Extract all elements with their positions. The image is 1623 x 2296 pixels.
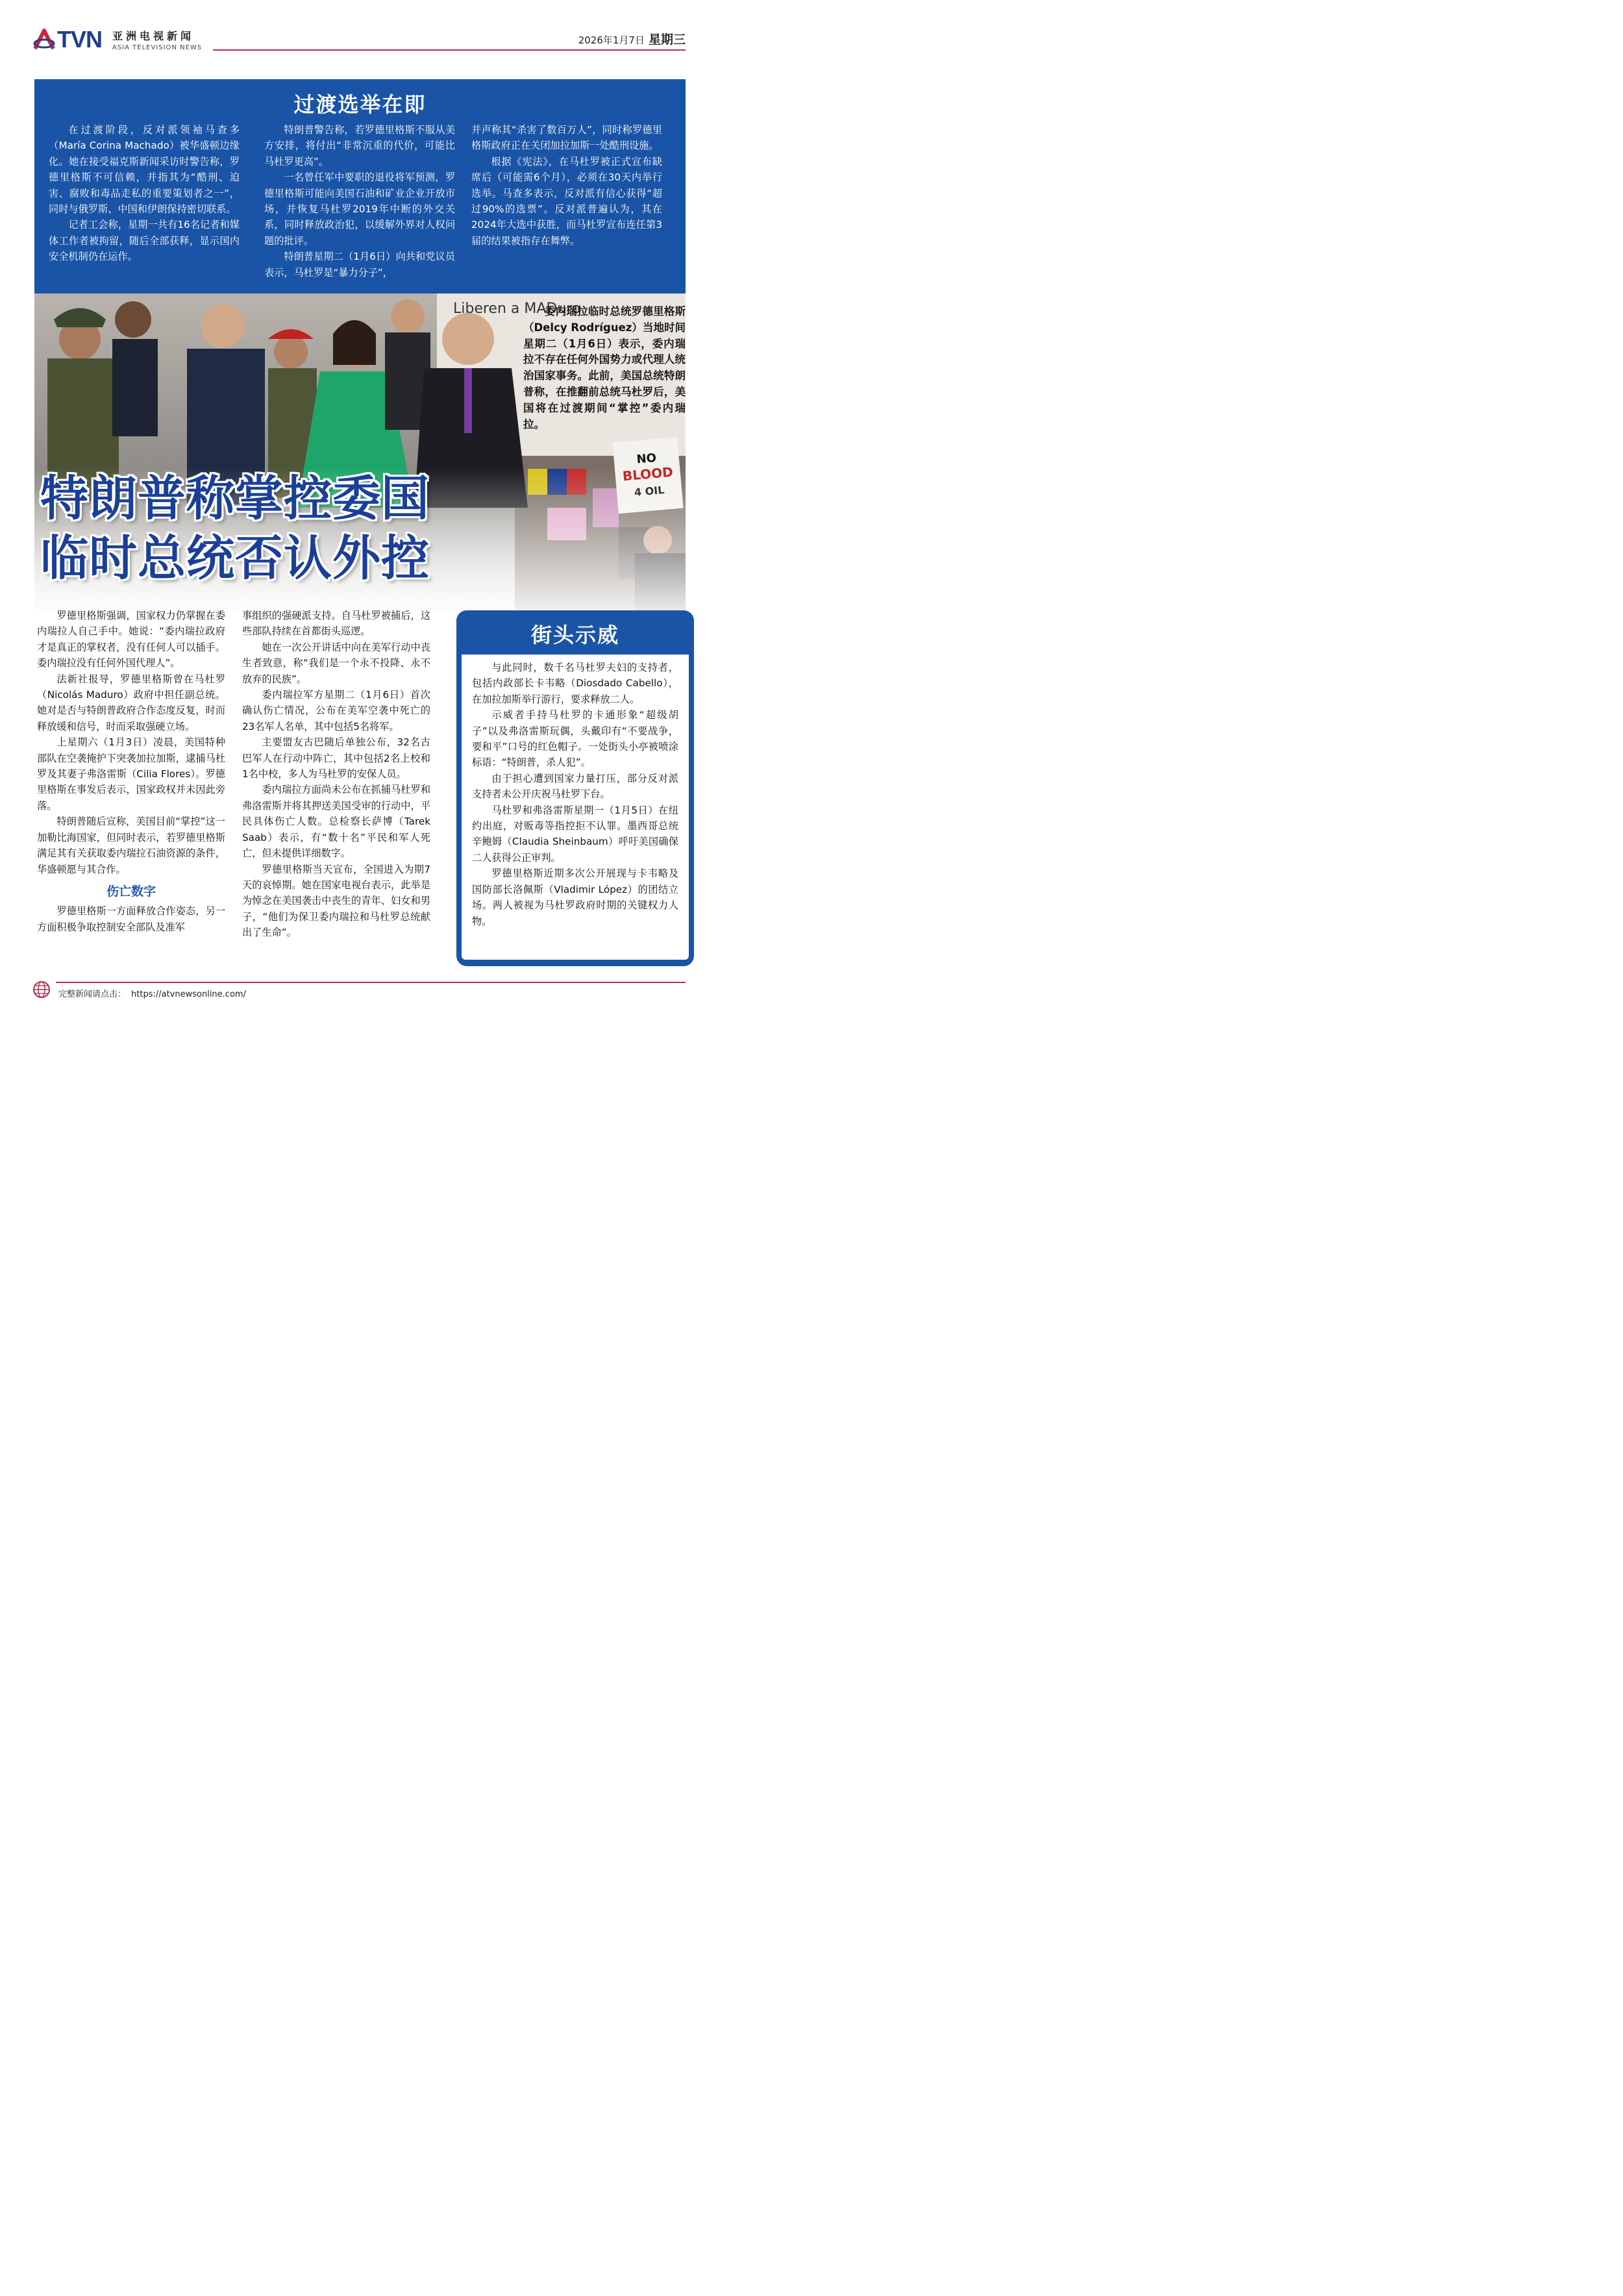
- panel-column-2: [264, 122, 455, 281]
- paragraph: 委内瑞拉方面尚未公布在抓捕马杜罗和弗洛雷斯并将其押送美国受审的行动中，平民具体伤亡人数。总检察长萨博（Tarek Saab）表示，有“数十名”平民和军人死亡，但未提供详细数字。: [242, 784, 430, 860]
- paragraph: 主要盟友古巴随后单独公布，32名古巴军人在行动中阵亡，其中包括2名上校和1名中校，多人为马杜罗的安保人员。: [242, 736, 430, 780]
- atvn-a-mark-icon: [32, 28, 56, 51]
- panel-column-3: [471, 122, 662, 249]
- sidebar-body: [462, 655, 689, 960]
- election-panel: [34, 79, 686, 293]
- caption-text: 委内瑞拉临时总统罗德里格斯（Delcy Rodríguez）当地时间星期二（1月6日）表示，委内瑞拉不存在任何外国势力或代理人统治国家事务。此前，美国总统特朗普称，在推翻前总统马杜罗后，美国将在过渡期间“掌控”委内瑞拉。: [523, 305, 686, 430]
- article-column-1: [37, 608, 225, 935]
- paragraph: 特朗普警告称，若罗德里格斯不服从美方安排，将付出“非常沉重的代价，可能比马杜罗更高”。: [264, 124, 455, 168]
- footer-url-link[interactable]: https://atvnewsonline.com/: [131, 990, 246, 999]
- paragraph: 法新社报导，罗德里格斯曾在马杜罗（Nicolás Maduro）政府中担任副总统。她对是否与特朗普政府合作态度反复，时而释放缓和信号，时而采取强硬立场。: [37, 673, 225, 732]
- footer-label: 完整新闻请点击：: [58, 990, 127, 999]
- issue-date: [578, 30, 686, 47]
- paragraph: 一名曾任军中要职的退役将军预测，罗德里格斯可能向美国石油和矿业企业开放市场，并恢复马杜罗2019年中断的外交关系，同时释放政治犯，以缓解外界对人权问题的批评。: [264, 171, 455, 247]
- paragraph: 罗德里格斯近期多次公开展现与卡韦略及国防部长洛佩斯（Vladimir López）的团结立场。两人被视为马杜罗政府时期的关键权力人物。: [472, 867, 678, 927]
- paragraph: 在过渡阶段，反对派领袖马查多（María Corina Machado）被华盛顿边缘化。她在接受福克斯新闻采访时警告称，罗德里格斯不可信赖，并指其为“酷刑、迫害、腐败和毒品走私的重要策划者之一”，同时与俄罗斯、中国和伊朗保持密切联系。: [49, 124, 240, 216]
- paragraph: 特朗普星期二（1月6日）向共和党议员表示，马杜罗是“暴力分子”，: [264, 251, 455, 279]
- paragraph: 委内瑞拉军方星期二（1月6日）首次确认伤亡情况，公布在美军空袭中死亡的23名军人名单，其中包括5名将军。: [242, 689, 430, 732]
- paragraph: 并声称其“杀害了数百万人”，同时称罗德里格斯政府正在关闭加拉加斯一处酷刑设施。: [471, 124, 662, 152]
- photo-caption: [523, 304, 686, 432]
- footer-divider: [56, 982, 686, 983]
- paragraph: 记者工会称，星期一共有16名记者和媒体工作者被拘留，随后全部获释，显示国内安全机制仍在运作。: [49, 219, 240, 263]
- header-divider: [213, 49, 686, 51]
- main-headline: [40, 469, 430, 588]
- atvn-logo[interactable]: [32, 26, 202, 53]
- logo-brand: TVN: [57, 26, 102, 53]
- paragraph: 特朗普随后宣称，美国目前“掌控”这一加勒比海国家，但同时表示，若罗德里格斯满足其有关获取委内瑞拉石油资源的条件，华盛顿愿与其合作。: [37, 816, 225, 875]
- article-column-2: [242, 608, 430, 941]
- weekday-text: 星期三: [648, 32, 686, 47]
- paragraph: 与此同时，数千名马杜罗夫妇的支持者，包括内政部长卡韦略（Diosdado Cabello），在加拉加斯举行游行，要求释放二人。: [472, 662, 678, 705]
- paragraph: 上星期六（1月3日）凌晨，美国特种部队在空袭掩护下突袭加拉加斯，逮捕马杜罗及其妻子弗洛雷斯（Cilia Flores）。罗德里格斯在事发后表示，国家政权并未因此旁落。: [37, 736, 225, 812]
- headline-line-2: 临时总统否认外控: [40, 530, 430, 586]
- paragraph: 她在一次公开讲话中向在美军行动中丧生者致意，称“我们是一个永不投降、永不放弃的民族”。: [242, 641, 430, 685]
- globe-icon: [32, 980, 51, 999]
- paragraph: 事组织的强硬派支持。自马杜罗被捕后，这些部队持续在首都街头巡逻。: [242, 610, 430, 638]
- paragraph: 罗德里格斯当天宣布，全国进入为期7天的哀悼期。她在国家电视台表示，此举是为悼念在美国袭击中丧生的青年、妇女和男子，“他们为保卫委内瑞拉和马杜罗总统献出了生命”。: [242, 863, 430, 939]
- logo-english-name: ASIA TELEVISION NEWS: [112, 44, 203, 51]
- paragraph: 罗德里格斯强调，国家权力仍掌握在委内瑞拉人自己手中。她说：“委内瑞拉政府才是真正的掌权者，没有任何人可以插手。委内瑞拉没有任何外国代理人”。: [37, 610, 225, 669]
- footer-link-row: [58, 987, 246, 999]
- subhead-casualties: 伤亡数字: [106, 884, 156, 899]
- logo-chinese-name: 亚洲电视新闻: [112, 30, 195, 42]
- paragraph: 马杜罗和弗洛雷斯星期一（1月5日）在纽约出庭，对贩毒等指控拒不认罪。墨西哥总统辛鲍姆（Claudia Sheinbaum）呼吁美国确保二人获得公正审判。: [472, 804, 678, 864]
- paragraph: 罗德里格斯一方面释放合作姿态，另一方面积极争取控制安全部队及准军: [37, 905, 225, 933]
- panel-title: 过渡选举在即: [293, 92, 427, 117]
- masthead: [32, 25, 686, 55]
- street-protest-box: [456, 610, 694, 966]
- paragraph: 根据《宪法》，在马杜罗被正式宣布缺席后（可能需6个月），必须在30天内举行选举。马查多表示，反对派有信心获得“超过90%的选票”。反对派普遍认为，其在2024年大选中获胜，而马杜罗宣布连任第3届的结果被指存在舞弊。: [471, 155, 662, 247]
- paragraph: 由于担心遭到国家力量打压，部分反对派支持者未公开庆祝马杜罗下台。: [472, 772, 678, 801]
- date-text: 2026年1月7日: [578, 34, 645, 46]
- paragraph: 示威者手持马杜罗的卡通形象“超级胡子”以及弗洛雷斯玩偶，头戴印有“不要战争，要和平”口号的红色帽子。一处街头小亭被喷涂标语：“特朗普，杀人犯”。: [472, 709, 678, 769]
- panel-column-1: [49, 122, 240, 265]
- footer: [32, 980, 686, 1000]
- headline-line-1: 特朗普称掌控委国: [40, 471, 430, 527]
- sidebar-title: 街头示威: [530, 623, 619, 647]
